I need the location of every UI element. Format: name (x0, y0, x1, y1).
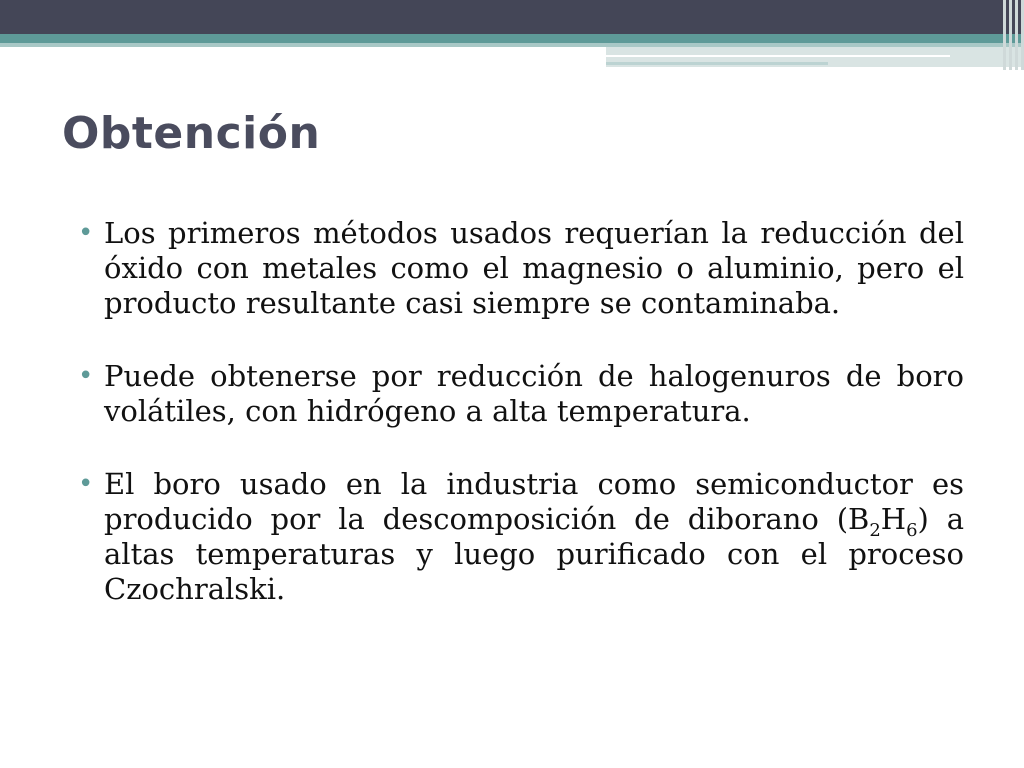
subscript: 2 (869, 519, 881, 541)
stripe (1003, 0, 1006, 70)
bullet-list (78, 216, 964, 645)
bullet-text (104, 467, 964, 606)
header-band-dark (0, 0, 1024, 34)
header-band-teal (0, 34, 1024, 43)
bullet-text-part: H (880, 502, 907, 536)
header-right-line (606, 55, 950, 57)
subscript: 6 (906, 519, 918, 541)
stripe (1015, 0, 1018, 70)
bullet-item (78, 216, 964, 321)
bullet-item (78, 359, 964, 429)
header-stripes (992, 0, 1024, 70)
bullet-text: Puede obtenerse por reducción de halogenuros de boro volátiles, con hidrógeno a alta temperatura. (104, 359, 964, 428)
stripe (1009, 0, 1012, 70)
bullet-icon: • (78, 469, 94, 499)
bullet-icon: • (78, 361, 94, 391)
bullet-text: Los primeros métodos usados requerían la reducción del óxido con metales como el magnesio o aluminio, pero el producto resultante casi siempre se contaminaba. (104, 216, 964, 320)
bullet-item (78, 467, 964, 607)
bullet-text-part: ) a altas temperaturas y luego purificado con el proceso Czochralski. (104, 502, 964, 606)
slide-title: Obtención (62, 108, 321, 159)
bullet-icon: • (78, 218, 94, 248)
bullet-text-part: El boro usado en la industria como semiconductor es producido por la descomposición de diborano (B (104, 467, 964, 536)
header-right-line (606, 62, 828, 65)
